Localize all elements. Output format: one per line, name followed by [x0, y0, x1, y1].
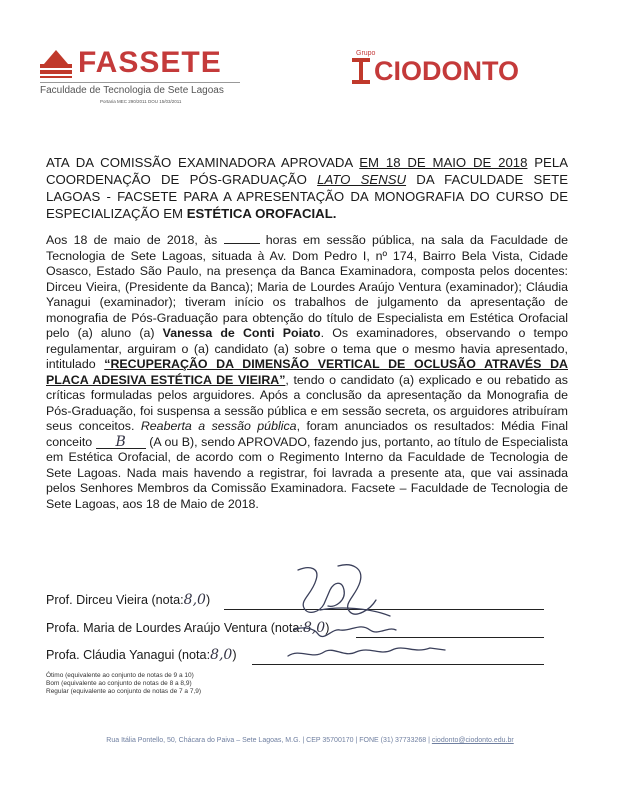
minutes-body: Aos 18 de maio de 2018, às horas em sessão pública, na sala da Faculdade de Tecnologia de Sete Lagoas, situada à Av. Dom Pedro I, nº 174, Bairro Bela Vista, Cidade Osasco, Estado São Paulo, na presença da Banca Examinadora, composta pelos docentes: Dirceu Vieira, (Presidente da Banca); Maria de Lourdes Araújo Ventura (examinador); Cláudia Yanagui (examinador); tiveram início os trabalhos de julgamento da apresentação de monografia de Pós-Graduação para obtenção do título de Especialista em Estética Orofacial pelo (a) aluno (a) Vanessa de Conti Poiato. Os examinadores, observando o tempo regulamentar, arguiram o (a) candidato (a) sobre o tema que o mesmo havia apresentado, intitulado “RECUPERAÇÃO DA DIMENSÃO VERTICAL DE OCLUSÃO ATRAVÉS DA PLACA ADESIVA ESTÉTICA DE VIEIRA”, tendo o candidato (a) explicado e ou rebatido as críticas formuladas pelos arguidores. Após a conclusão da apresentação da Monografia de Pós-Graduação, foi suspensa a sessão pública e em sessão secreta, os arguidores atribuíram seus conceitos. Reaberta a sessão pública, foram anunciados os resultados: Média Final conceito B (A ou B), sendo APROVADO, fazendo jus, portanto, ao título de Especialista em Estética Orofacial, de acordo com o Regimento Interno da Faculdade de Tecnologia de Sete Lagoas. Nada mais havendo a registrar, foi lavrada a presente ata, que vai assinada pelos Senhores Membros da Comissão Examinadora. Facsete – Faculdade de Tecnologia de Sete Lagoas, aos 18 de Maio de 2018.	[46, 233, 568, 511]
ciodonto-logo	[352, 50, 519, 85]
ciodonto-brand: CIODONTO	[374, 56, 520, 86]
grade-legend: Ótimo (equivalente ao conjunto de notas de 9 a 10) Bom (equivalente ao conjunto de notas de 8 a 8,9) Regular (equivalente ao conjunto de notas de 7 a 7,9)	[46, 672, 202, 695]
document-title: ATA DA COMISSÃO EXAMINADORA APROVADA EM 18 DE MAIO DE 2018 PELA COORDENAÇÃO DE PÓS-GRADUAÇÃO LATO SENSU DA FACULDADE SETE LAGOAS - FACSETE PARA A APRESENTAÇÃO DA MONOGRAFIA DO CURSO DE ESPECIALIZAÇÃO EM ESTÉTICA OROFACIAL.	[46, 155, 568, 221]
thesis-title: “RECUPERAÇÃO DA DIMENSÃO VERTICAL DE OCLUSÃO ATRAVÉS DA PLACA ADESIVA ESTÉTICA DE VIEIRA”	[46, 357, 568, 387]
score-1: 8,0	[183, 592, 206, 608]
hour-blank	[224, 233, 260, 244]
signature-line-1: Prof. Dirceu Vieira (nota:8,0)	[46, 592, 546, 608]
score-2: 8,0	[302, 620, 326, 636]
fassete-emblem-icon	[40, 48, 72, 78]
portaria-note: Portaria MEC 290/2011 DOU 15/03/2011	[100, 99, 182, 104]
group-label: Grupo	[356, 50, 376, 57]
footer-address: Rua Itália Pontello, 50, Chácara do Paiva – Sete Lagoas, M.G. | CEP 35700170 | FONE (31) 37733268 | ciodonto@ciodonto.edu.br	[106, 737, 514, 744]
footer-email[interactable]: ciodonto@ciodonto.edu.br	[431, 737, 514, 744]
signature-line-3: Profa. Cláudia Yanagui (nota:8,0)	[46, 647, 546, 663]
fassete-logo	[40, 48, 280, 104]
final-grade: B	[115, 433, 126, 450]
ciodonto-emblem-icon	[352, 58, 370, 84]
fassete-brand: FASSETE	[78, 46, 222, 79]
score-3: 8,0	[210, 647, 233, 663]
student-name: Vanessa de Conti Poiato	[162, 326, 321, 340]
handwritten-signatures	[280, 560, 520, 670]
signature-line-2: Profa. Maria de Lourdes Araújo Ventura (nota:8,0)	[46, 620, 546, 636]
fassete-subtitle: Faculdade de Tecnologia de Sete Lagoas	[40, 82, 240, 96]
